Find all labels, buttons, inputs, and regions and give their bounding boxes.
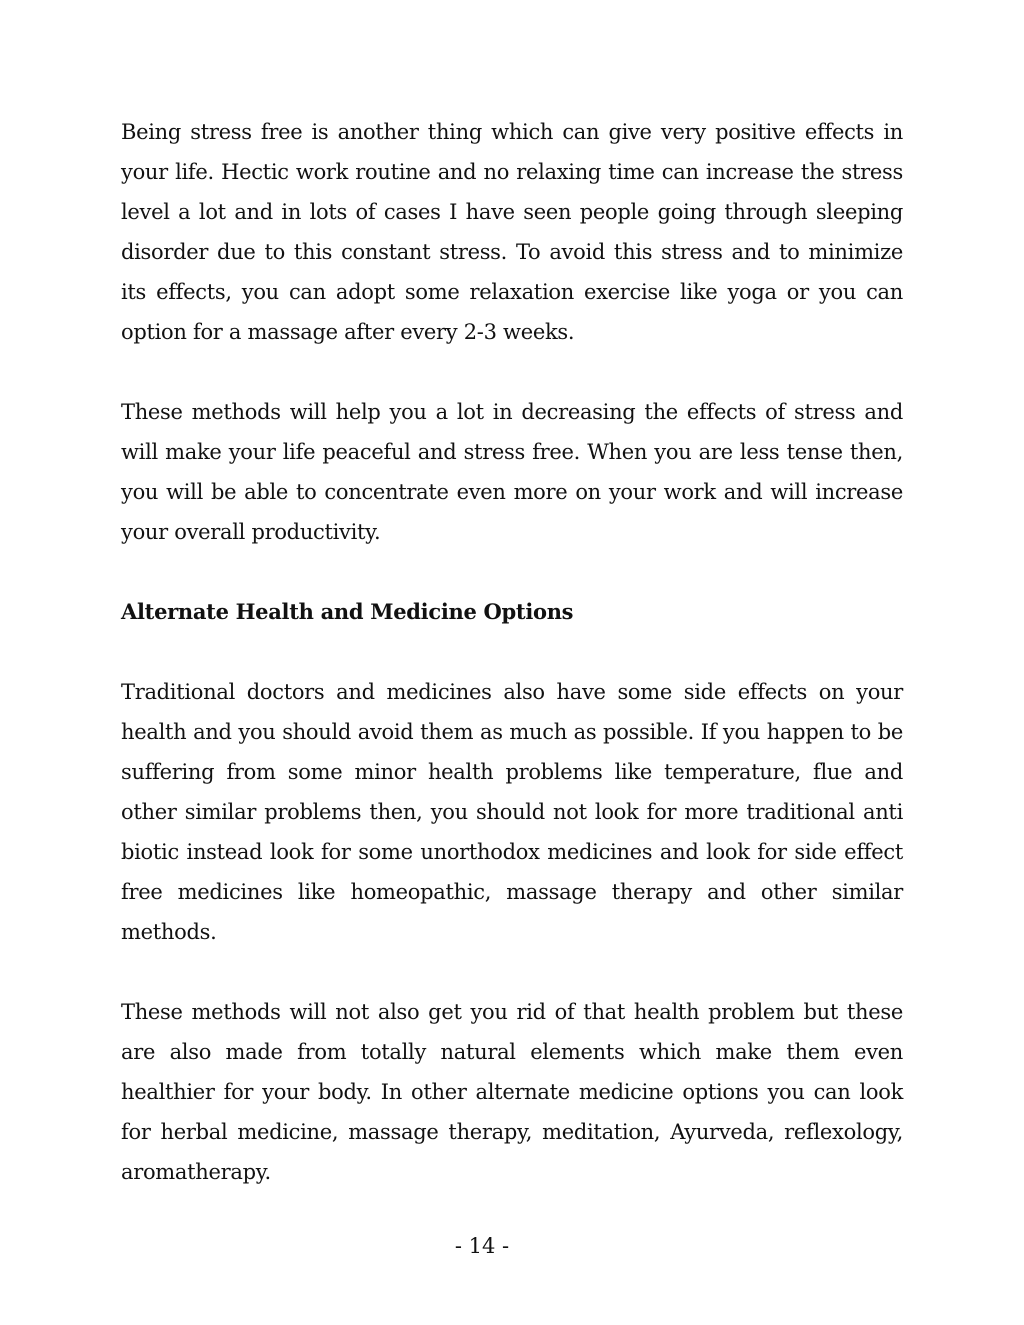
page-number: - 14 - (454, 1234, 510, 1258)
paragraph-natural-methods: These methods will not also get you rid of that health problem but these are also made from totally natural elements which make them even healthier for your body. In other alternate medicine options you can look for herbal medicine, massage therapy, meditation, Ayurveda, reflexology, aromatherapy. (121, 1000, 903, 1184)
section-heading: Alternate Health and Medicine Options (121, 599, 574, 624)
paragraph-traditional-doctors: Traditional doctors and medicines also have some side effects on your health and you should avoid them as much as possible. If you happen to be suffering from some minor health problems like temperature, flue and other similar problems then, you should not look for more traditional anti biotic instead look for some unorthodox medicines and look for side effect free medicines like homeopathic, massage therapy and other similar methods. (121, 680, 903, 944)
paragraph-stress-methods: These methods will help you a lot in decreasing the effects of stress and will make your life peaceful and stress free. When you are less tense then, you will be able to concentrate even more on your work and will increase your overall productivity. (121, 400, 903, 544)
paragraph-stress-free: Being stress free is another thing which can give very positive effects in your life. Hectic work routine and no relaxing time can increase the stress level a lot and in lots of cases I have seen people going through sleeping disorder due to this constant stress. To avoid this stress and to minimize its effects, you can adopt some relaxation exercise like yoga or you can option for a massage after every 2-3 weeks. (121, 120, 903, 344)
document-body (121, 112, 903, 1232)
